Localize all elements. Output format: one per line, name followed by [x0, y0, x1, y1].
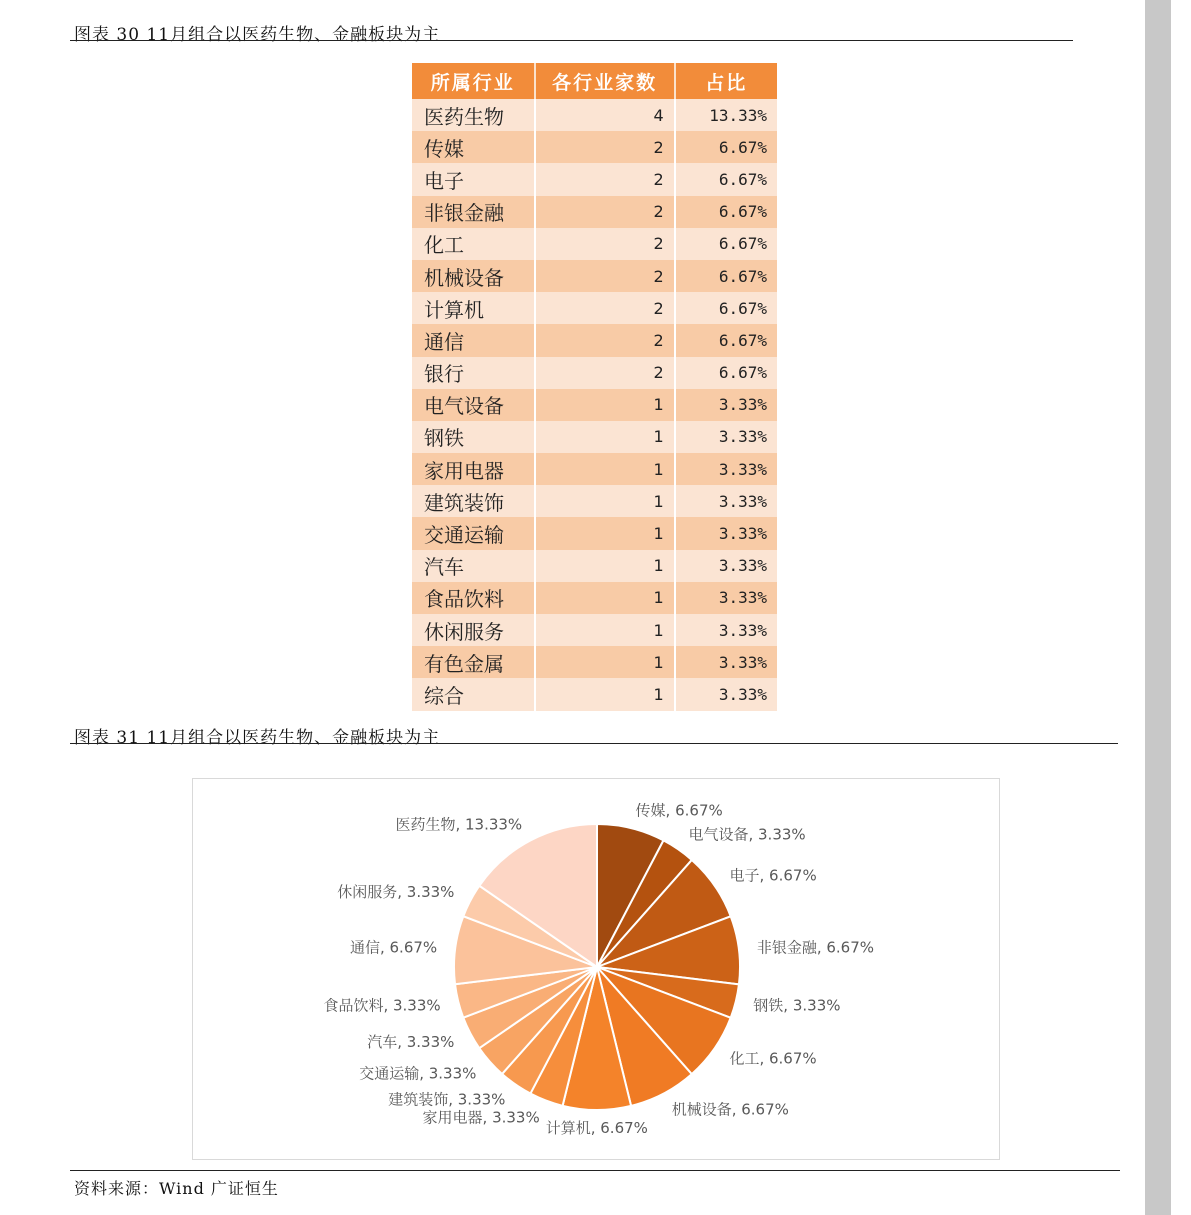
cell-count: 2 [535, 357, 675, 389]
industry-table [412, 63, 777, 711]
pie-label: 化工, 6.67% [729, 1049, 817, 1068]
cell-count: 2 [535, 163, 675, 195]
pie-label: 通信, 6.67% [349, 938, 438, 957]
cell-share: 13.33% [675, 99, 777, 131]
pie-chart-frame [192, 778, 1000, 1160]
table-row [412, 582, 777, 614]
cell-industry: 综合 [412, 678, 535, 710]
cell-industry: 休闲服务 [412, 614, 535, 646]
page-scrollbar[interactable] [1145, 0, 1171, 1215]
pie-label: 电子, 6.67% [729, 866, 817, 885]
cell-count: 2 [535, 131, 675, 163]
cell-share: 6.67% [675, 131, 777, 163]
cell-share: 6.67% [675, 260, 777, 292]
table-row [412, 550, 777, 582]
pie-label: 非银金融, 6.67% [756, 938, 875, 957]
column-header-count: 各行业家数 [535, 63, 675, 99]
table-row [412, 517, 777, 549]
cell-industry: 汽车 [412, 550, 535, 582]
table-row [412, 678, 777, 710]
figure-31-title: 图表 31 11月组合以医药生物、金融板块为主 [74, 728, 441, 748]
cell-industry: 计算机 [412, 292, 535, 324]
table-row [412, 453, 777, 485]
cell-count: 1 [535, 550, 675, 582]
cell-count: 1 [535, 678, 675, 710]
footer-rule [70, 1170, 1120, 1171]
cell-industry: 家用电器 [412, 453, 535, 485]
cell-industry: 建筑装饰 [412, 485, 535, 517]
cell-count: 1 [535, 517, 675, 549]
cell-share: 3.33% [675, 517, 777, 549]
cell-industry: 传媒 [412, 131, 535, 163]
table-row [412, 485, 777, 517]
pie-label: 电气设备, 3.33% [688, 825, 806, 844]
figure-31-rule [70, 743, 1118, 744]
figure-30-rule [70, 40, 1073, 41]
column-header-share: 占比 [675, 63, 777, 99]
table-row [412, 99, 777, 131]
cell-share: 3.33% [675, 678, 777, 710]
pie-label: 交通运输, 3.33% [359, 1064, 477, 1083]
cell-share: 6.67% [675, 292, 777, 324]
pie-label: 家用电器, 3.33% [422, 1108, 540, 1127]
cell-count: 1 [535, 453, 675, 485]
cell-count: 1 [535, 582, 675, 614]
pie-label: 休闲服务, 3.33% [337, 883, 455, 902]
pie-label: 食品饮料, 3.33% [323, 996, 441, 1015]
cell-count: 1 [535, 614, 675, 646]
cell-industry: 电气设备 [412, 389, 535, 421]
cell-share: 6.67% [675, 357, 777, 389]
table-row [412, 614, 777, 646]
cell-share: 3.33% [675, 421, 777, 453]
table-row [412, 196, 777, 228]
pie-label: 传媒, 6.67% [635, 801, 723, 820]
cell-share: 3.33% [675, 646, 777, 678]
cell-industry: 机械设备 [412, 260, 535, 292]
cell-share: 3.33% [675, 550, 777, 582]
pie-chart [193, 779, 999, 1159]
pie-label: 医药生物, 13.33% [395, 815, 523, 834]
cell-industry: 通信 [412, 324, 535, 356]
cell-share: 6.67% [675, 228, 777, 260]
cell-count: 1 [535, 485, 675, 517]
cell-industry: 钢铁 [412, 421, 535, 453]
table-header-row [412, 63, 777, 99]
cell-industry: 化工 [412, 228, 535, 260]
pie-label: 计算机, 6.67% [545, 1118, 648, 1137]
cell-share: 3.33% [675, 614, 777, 646]
cell-count: 1 [535, 646, 675, 678]
source-note: 资料来源：Wind 广证恒生 [74, 1179, 279, 1198]
table-row [412, 389, 777, 421]
table-row [412, 357, 777, 389]
cell-share: 6.67% [675, 196, 777, 228]
column-header-industry: 所属行业 [412, 63, 535, 99]
table-row [412, 260, 777, 292]
pie-label: 机械设备, 6.67% [671, 1100, 789, 1119]
cell-count: 1 [535, 421, 675, 453]
cell-industry: 食品饮料 [412, 582, 535, 614]
cell-share: 3.33% [675, 582, 777, 614]
cell-count: 2 [535, 260, 675, 292]
cell-count: 2 [535, 196, 675, 228]
cell-industry: 电子 [412, 163, 535, 195]
table-row [412, 163, 777, 195]
cell-share: 6.67% [675, 163, 777, 195]
cell-industry: 银行 [412, 357, 535, 389]
cell-count: 2 [535, 228, 675, 260]
cell-share: 3.33% [675, 389, 777, 421]
cell-share: 6.67% [675, 324, 777, 356]
cell-count: 2 [535, 292, 675, 324]
cell-count: 2 [535, 324, 675, 356]
table-row [412, 646, 777, 678]
table-row [412, 324, 777, 356]
cell-industry: 非银金融 [412, 196, 535, 228]
pie-label: 建筑装饰, 3.33% [388, 1090, 506, 1109]
cell-count: 4 [535, 99, 675, 131]
cell-industry: 有色金属 [412, 646, 535, 678]
cell-industry: 交通运输 [412, 517, 535, 549]
cell-share: 3.33% [675, 485, 777, 517]
table-body [412, 99, 777, 711]
table-row [412, 421, 777, 453]
table-row [412, 228, 777, 260]
figure-30-title: 图表 30 11月组合以医药生物、金融板块为主 [74, 25, 441, 45]
table-row [412, 131, 777, 163]
cell-count: 1 [535, 389, 675, 421]
cell-industry: 医药生物 [412, 99, 535, 131]
table-row [412, 292, 777, 324]
cell-share: 3.33% [675, 453, 777, 485]
pie-label: 汽车, 3.33% [367, 1032, 455, 1051]
pie-label: 钢铁, 3.33% [753, 996, 841, 1015]
